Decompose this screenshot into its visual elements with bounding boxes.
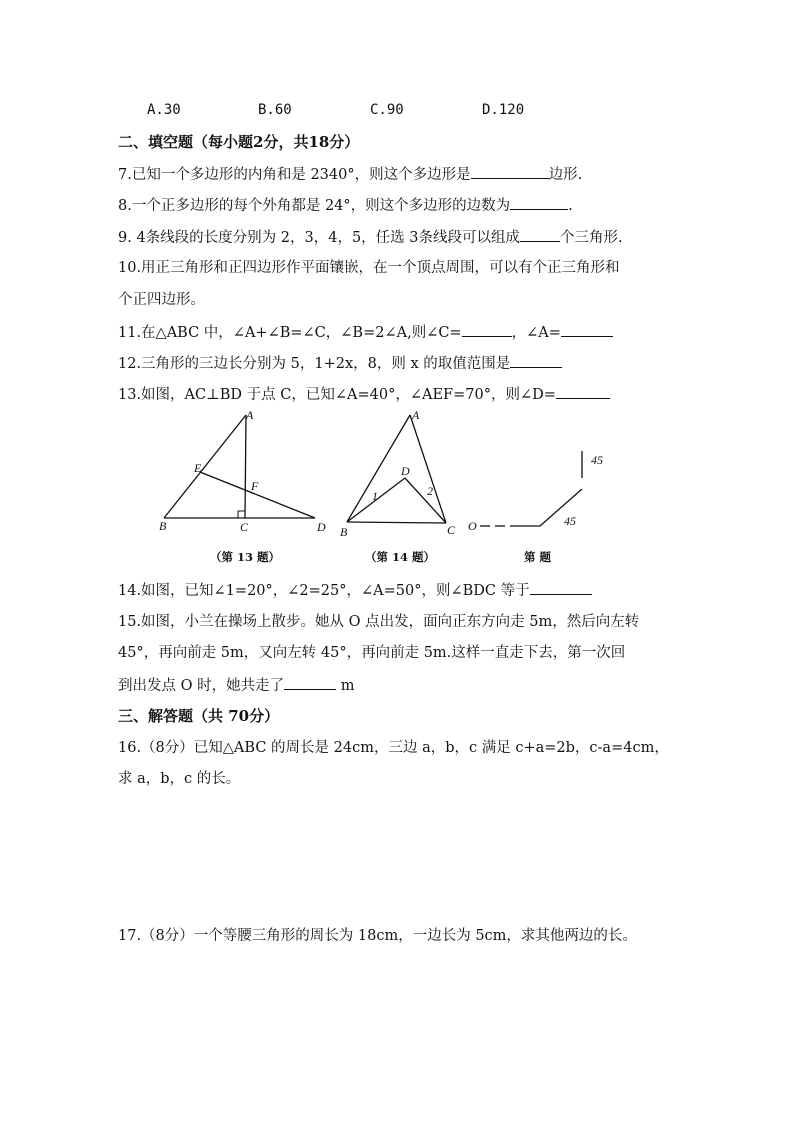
question-17: 17.（8分）一个等腰三角形的周长为 18cm，一边长为 5cm，求其他两边的长。 [118,928,637,944]
fig13-label-b: B [159,519,167,533]
question-9 [118,227,623,248]
q13-answer-blank[interactable] [556,384,610,399]
fig13-label-f: F [251,479,259,493]
fig14-label-b: B [340,525,348,539]
fig15-angle-label-1: 45 [564,514,576,528]
question-7 [118,164,582,185]
fig13-caption: （第 13 题） [210,550,281,564]
fig13-label-d: D [317,520,326,534]
fig15-label-o: O [468,519,477,533]
q15-text: 到出发点 O 时，她共走了 [118,678,285,694]
fig14-label-c: C [447,523,456,537]
question-11 [118,322,613,343]
fig13-label-e: E [194,461,202,475]
q15-unit: m [336,678,355,694]
q11-answer-a-blank[interactable] [561,322,613,337]
figures-area [150,405,620,575]
question-13 [118,384,610,405]
option-d: D.120 [482,102,525,118]
option-a: A.30 [147,102,181,118]
q7-answer-blank[interactable] [471,164,549,179]
fig14-label-a: A [412,408,420,422]
q7-suffix: 边形. [548,167,583,183]
fig14-label-d: D [401,464,410,478]
question-14 [118,580,592,601]
section2-title: 二、填空题（每小题2分，共18分） [118,133,360,151]
figure-15 [468,451,603,564]
question-10-line1: 10.用正三角形和正四边形作平面镶嵌，在一个顶点周围，可以有个正三角形和 [118,260,620,276]
question-12 [118,353,562,374]
section3-title: 三、解答题（共 70分） [118,707,280,725]
question-15-line1: 15.如图，小兰在操场上散步。她从 O 点出发，面向正东方向走 5m，然后向左转 [118,614,640,630]
question-16-line1: 16.（8分）已知△ABC 的周长是 24cm，三边 a，b，c 满足 c+a=2b，c-a=4cm， [118,740,669,756]
q8-text: 8.一个正多边形的每个外角都是 24°，则这个多边形的边数为 [118,198,511,214]
fig15-caption: 第 题 [524,550,552,564]
question-10-line2: 个正四边形。 [118,292,205,308]
q14-answer-blank[interactable] [530,580,592,595]
fig13-label-c: C [240,520,249,534]
q11-answer-c-blank[interactable] [462,322,512,337]
q7-text: 7.已知一个多边形的内角和是 2340°，则这个多边形是 [118,167,471,183]
q13-text: 13.如图，AC⊥BD 于点 C，已知∠A=40°，∠AEF=70°，则∠D= [118,387,556,403]
q15-answer-blank[interactable] [284,675,336,690]
fig13-label-a: A [246,408,254,422]
question-8 [118,195,573,216]
fig14-label-1: 1 [372,489,378,503]
q9-text: 9. 4条线段的长度分别为 2，3，4，5，任选 3条线段可以组成 [118,230,521,246]
q9-answer-blank[interactable] [520,227,560,242]
option-b: B.60 [258,102,292,118]
figure-14 [340,408,456,564]
figure-13 [159,408,326,564]
fig14-caption: （第 14 题） [365,550,436,564]
q11-mid: ，∠A= [511,325,561,341]
option-c: C.90 [370,102,404,118]
q11-text: 11.在△ABC 中，∠A+∠B=∠C，∠B=2∠A,则∠C= [118,325,462,341]
q8-suffix: . [568,198,573,214]
question-15-line2: 45°，再向前走 5m，又向左转 45°，再向前走 5m.这样一直走下去，第一次回 [118,645,626,661]
q8-answer-blank[interactable] [510,195,568,210]
question-15-line3 [118,675,354,696]
question-16-line2: 求 a，b，c 的长。 [118,771,241,787]
fig15-angle-label-2: 45 [591,453,603,467]
q14-text: 14.如图，已知∠1=20°，∠2=25°，∠A=50°，则∠BDC 等于 [118,583,530,599]
q12-answer-blank[interactable] [510,353,562,368]
q12-text: 12.三角形的三边长分别为 5，1+2x，8，则 x 的取值范围是 [118,356,511,372]
q9-suffix: 个三角形. [560,230,623,246]
fig14-label-2: 2 [427,484,433,498]
